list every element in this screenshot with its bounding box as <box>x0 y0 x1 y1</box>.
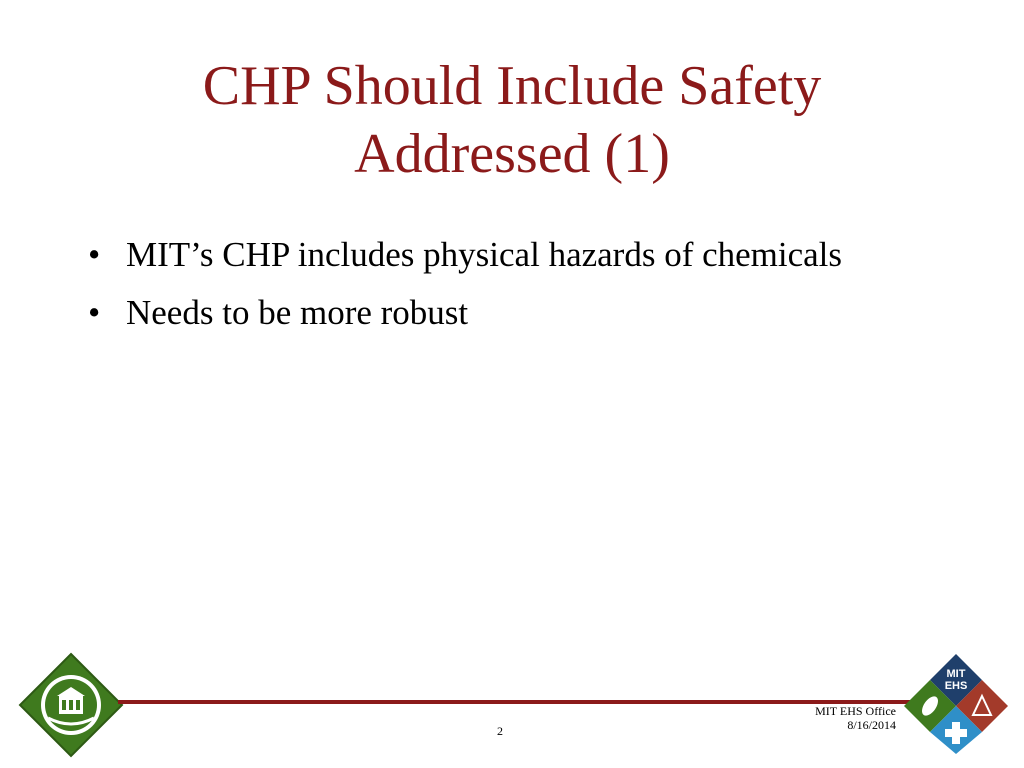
green-seal-logo-icon <box>18 652 124 758</box>
bullet-dot: • <box>88 293 101 332</box>
bullet-item <box>88 290 908 336</box>
logo-text-ehs: EHS <box>944 680 968 692</box>
logo-text-mit: MIT <box>946 668 966 680</box>
page-number: 2 <box>497 724 503 738</box>
slide-title <box>60 52 964 188</box>
title-line-2: Addressed (1) <box>354 123 670 185</box>
title-line-1: CHP Should Include Safety <box>202 55 822 117</box>
bullet-dot: • <box>88 235 101 274</box>
bullet-item <box>88 232 908 278</box>
bullet-list <box>88 232 908 348</box>
footer-divider <box>118 700 910 704</box>
bullet-text: MIT’s CHP includes physical hazards of chemicals <box>126 235 843 274</box>
footer-info <box>815 704 896 732</box>
mit-ehs-logo-icon <box>902 652 1010 756</box>
bullet-text: Needs to be more robust <box>126 293 469 332</box>
footer-date: 8/16/2014 <box>847 718 896 732</box>
footer-office: MIT EHS Office <box>815 704 896 718</box>
